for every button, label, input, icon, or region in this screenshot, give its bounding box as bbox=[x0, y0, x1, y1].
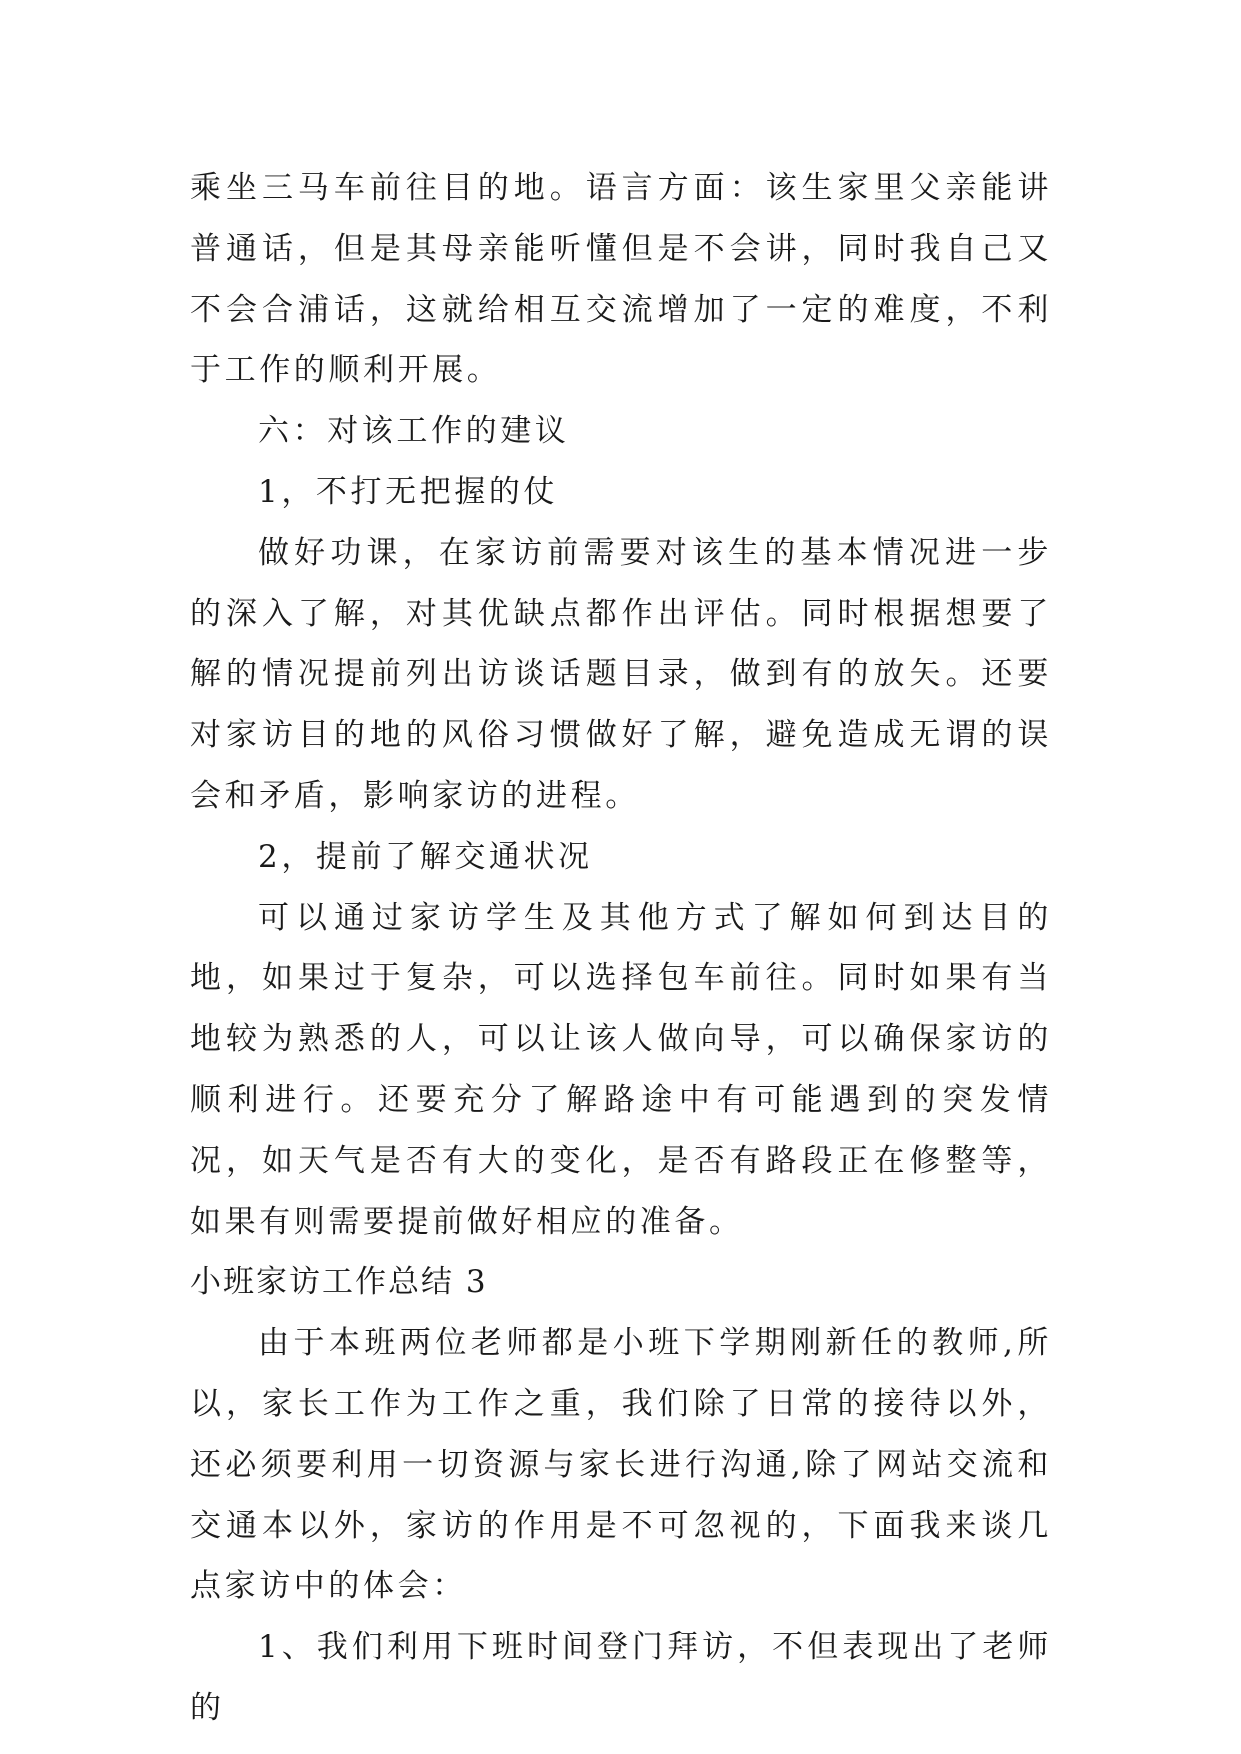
document-body bbox=[190, 158, 1052, 1739]
paragraph-transport: 可以通过家访学生及其他方式了解如何到达目的地，如果过于复杂，可以选择包车前往。同时如果有当地较为熟悉的人，可以让该人做向导，可以确保家访的顺利进行。还要充分了解路途中有可能遇到的突发情况，如天气是否有大的变化，是否有路段正在修整等，如果有则需要提前做好相应的准备。 bbox=[190, 899, 1052, 1240]
subheading-transport: 2，提前了解交通状况 bbox=[258, 838, 593, 875]
paragraph-preparation: 做好功课，在家访前需要对该生的基本情况进一步的深入了解，对其优缺点都作出评估。同时根据想要了解的情况提前列出访谈话题目录，做到有的放矢。还要对家访目的地的风俗习惯做好了解，避免造成无谓的误会和矛盾，影响家访的进程。 bbox=[190, 534, 1052, 814]
paragraph-point-one: 1、我们利用下班时间登门拜访，不但表现出了老师的 bbox=[190, 1629, 1052, 1726]
paragraph-transport-language: 乘坐三马车前往目的地。语言方面：该生家里父亲能讲普通话，但是其母亲能听懂但是不会讲，同时我自己又不会合浦话，这就给相互交流增加了一定的难度，不利于工作的顺利开展。 bbox=[190, 170, 1052, 389]
subheading-preparation: 1，不打无把握的仗 bbox=[258, 473, 559, 510]
heading-suggestions: 六：对该工作的建议 bbox=[258, 413, 570, 450]
paragraph-class-intro: 由于本班两位老师都是小班下学期刚新任的教师,所以，家长工作为工作之重，我们除了日常的接待以外，还必须要利用一切资源与家长进行沟通,除了网站交流和交通本以外，家访的作用是不可忽视的，下面我来谈几点家访中的体会： bbox=[190, 1325, 1052, 1605]
section-title: 小班家访工作总结 3 bbox=[190, 1264, 488, 1301]
